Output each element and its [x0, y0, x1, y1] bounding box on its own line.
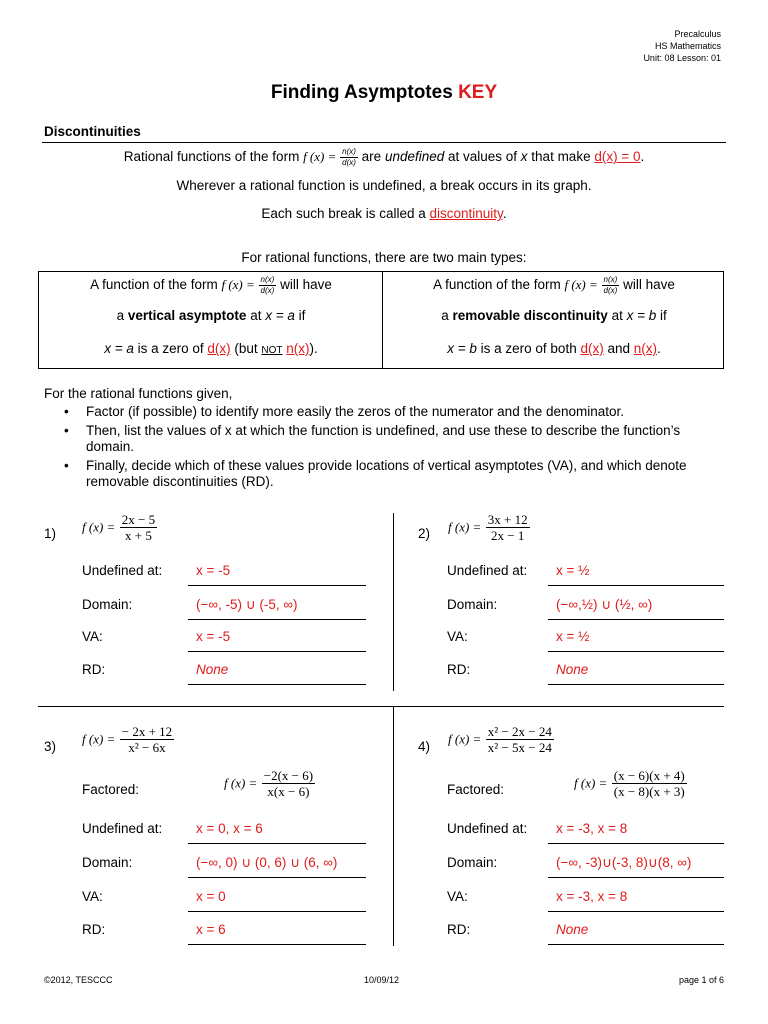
va-answer: x = -5 — [196, 629, 231, 644]
problem-2-function — [448, 513, 530, 542]
nx-over-dx — [259, 276, 277, 295]
answer-nx: n(x) — [633, 341, 657, 356]
intro-line-2: Wherever a rational function is undefined, a break occurs in its graph. — [176, 178, 592, 193]
answer-line — [548, 911, 724, 912]
rd-label: RD: — [82, 922, 106, 937]
fx-label: f (x) = — [221, 277, 255, 293]
x-var: x — [520, 149, 528, 165]
cell-text: a — [441, 308, 453, 323]
intro-text: . — [502, 206, 507, 221]
title-key: KEY — [458, 82, 498, 103]
fx-label: f (x) = — [564, 277, 598, 293]
va-answer: x = 0 — [196, 889, 226, 904]
cell-text: is a zero of both — [476, 341, 581, 356]
answer-line — [548, 651, 724, 652]
cell-text: if — [294, 308, 306, 323]
cell-text: at — [246, 308, 266, 323]
intro-line-3 — [0, 206, 768, 221]
numerator: 3x + 12 — [487, 512, 528, 527]
factored-fraction — [612, 769, 687, 798]
intro-text: Rational functions of the form — [123, 149, 304, 165]
numerator: 2x − 5 — [121, 512, 156, 527]
table-divider — [382, 271, 383, 369]
denominator: x(x − 6) — [267, 784, 310, 799]
answer-line — [188, 944, 366, 945]
answer-line — [188, 585, 366, 586]
domain-answer: (−∞, -3)∪(-3, 8)∪(8, ∞) — [556, 855, 692, 870]
domain-label: Domain: — [82, 597, 133, 612]
domain-label: Domain: — [447, 597, 498, 612]
list-item: • Factor (if possible) to identify more easily the zeros of the numerator and the denominator. — [64, 404, 714, 420]
factored-function — [574, 769, 687, 798]
fx-label: f (x) = — [303, 149, 337, 165]
answer-dx-zero: d(x) = 0 — [594, 149, 641, 165]
vertical-asymptote-term: vertical asymptote — [127, 308, 247, 323]
rd-label: RD: — [447, 662, 471, 677]
problem-number: 4) — [418, 739, 431, 754]
unit-lesson: Unit: 08 Lesson: 01 — [643, 53, 721, 63]
undefined-answer: x = 0, x = 6 — [196, 821, 263, 836]
numerator: −2(x − 6) — [263, 768, 314, 783]
page-title — [0, 82, 768, 104]
undefined-label: Undefined at: — [82, 821, 163, 836]
rd-row-3 — [384, 341, 724, 356]
section-rule — [42, 142, 726, 143]
undefined-answer: x = -5 — [196, 563, 231, 578]
undefined-answer: x = ½ — [556, 563, 590, 578]
undefined-answer: x = -3, x = 8 — [556, 821, 628, 836]
cell-text: . — [656, 341, 661, 356]
answer-line — [548, 585, 724, 586]
answer-line — [188, 843, 366, 844]
undefined-label: Undefined at: — [82, 563, 163, 578]
grid-divider-top — [393, 513, 394, 691]
va-answer: x = ½ — [556, 629, 590, 644]
problem-number: 2) — [418, 526, 431, 541]
frac-den: d(x) — [603, 286, 618, 295]
denominator: 2x − 1 — [491, 528, 525, 543]
denominator: x + 5 — [125, 528, 152, 543]
intro-text: are — [357, 149, 385, 165]
problem-number: 3) — [44, 739, 57, 754]
frac-den: d(x) — [342, 158, 356, 167]
va-label: VA: — [447, 629, 468, 644]
answer-line — [548, 877, 724, 878]
cell-eq: x = a — [104, 341, 134, 356]
course-name: Precalculus — [674, 29, 721, 39]
fx-label: f (x) = — [224, 775, 258, 791]
nx-over-dx — [602, 276, 620, 295]
cell-text: and — [603, 341, 634, 356]
intro-text: Each such break is called a — [261, 206, 430, 221]
answer-dx: d(x) — [207, 341, 231, 356]
numerator: − 2x + 12 — [121, 724, 173, 739]
intro-text: at values of — [444, 149, 521, 165]
nx-over-dx — [340, 148, 358, 167]
cell-text: A function of the form — [433, 277, 565, 293]
numerator: (x − 6)(x + 4) — [613, 768, 685, 783]
cell-text: is a zero of — [133, 341, 208, 356]
footer-date: 10/09/12 — [364, 975, 400, 985]
removable-discontinuity-term: removable discontinuity — [452, 308, 608, 323]
title-text: Finding Asymptotes — [270, 82, 459, 103]
problem-3-function — [82, 725, 174, 754]
answer-line — [188, 619, 366, 620]
answer-line — [548, 944, 724, 945]
cell-text: a — [116, 308, 128, 323]
function-fraction — [486, 725, 554, 754]
cell-text: (but — [230, 341, 262, 356]
answer-line — [548, 843, 724, 844]
frac-den: d(x) — [260, 286, 275, 295]
answer-dx: d(x) — [580, 341, 604, 356]
rd-label: RD: — [82, 662, 106, 677]
footer-page: page 1 of 6 — [678, 975, 724, 985]
intro-text: . — [640, 149, 645, 165]
footer-copyright: ©2012, TESCCC — [44, 975, 113, 985]
answer-line — [548, 684, 724, 685]
rd-row-1 — [384, 276, 724, 295]
course-header — [643, 28, 721, 64]
va-label: VA: — [82, 629, 103, 644]
cell-text: at — [607, 308, 627, 323]
answer-line — [548, 619, 724, 620]
fx-label: f (x) = — [574, 775, 608, 791]
intro-line-4: For rational functions, there are two main types: — [241, 250, 527, 265]
frac-num: n(x) — [342, 147, 356, 156]
answer-nx: n(x) — [286, 341, 310, 356]
va-label: VA: — [447, 889, 468, 904]
fx-label: f (x) = — [448, 519, 482, 535]
intro-line-1 — [0, 148, 768, 167]
cell-text: if — [656, 308, 667, 323]
rd-answer: None — [196, 662, 229, 677]
department: HS Mathematics — [654, 41, 721, 51]
answer-line — [188, 684, 366, 685]
domain-label: Domain: — [447, 855, 498, 870]
denominator: x² − 6x — [128, 740, 166, 755]
domain-answer: (−∞, 0) ∪ (0, 6) ∪ (6, ∞) — [196, 855, 338, 870]
answer-line — [188, 651, 366, 652]
answer-discontinuity: discontinuity — [429, 206, 503, 221]
rd-answer: x = 6 — [196, 922, 226, 937]
not-word: NOT — [261, 345, 283, 356]
rd-row-2 — [384, 308, 724, 323]
va-row-1 — [40, 276, 382, 295]
cell-text: will have — [619, 277, 675, 293]
list-item: • Finally, decide which of these values provide locations of vertical asymptotes (VA), and which denote removable discontinuities (RD). — [64, 458, 714, 490]
undefined-label: Undefined at: — [447, 563, 528, 578]
fx-label: f (x) = — [82, 731, 116, 747]
answer-line — [188, 911, 366, 912]
va-row-2 — [40, 308, 382, 323]
denominator: x² − 5x − 24 — [487, 740, 552, 755]
cell-eq: x = a — [265, 308, 295, 323]
grid-divider-bottom — [393, 706, 394, 946]
instructions-intro: For the rational functions given, — [44, 386, 233, 401]
answer-line — [188, 877, 366, 878]
function-fraction — [120, 513, 157, 542]
domain-label: Domain: — [82, 855, 133, 870]
function-fraction — [486, 513, 530, 542]
rd-answer: None — [556, 922, 589, 937]
problem-number: 1) — [44, 526, 57, 541]
fx-label: f (x) = — [448, 731, 482, 747]
domain-answer: (−∞,½) ∪ (½, ∞) — [556, 597, 653, 612]
cell-text: A function of the form — [90, 277, 222, 293]
cell-eq: x = b — [626, 308, 657, 323]
fx-label: f (x) = — [82, 519, 116, 535]
problem-1-function — [82, 513, 157, 542]
list-item: • Then, list the values of x at which the function is undefined, and use these to describe the function’s domain. — [64, 423, 714, 455]
problem-4-function — [448, 725, 554, 754]
factored-function — [224, 769, 315, 798]
factored-fraction — [262, 769, 315, 798]
factored-label: Factored: — [447, 782, 505, 797]
cell-eq: x = b — [447, 341, 477, 356]
numerator: x² − 2x − 24 — [487, 724, 552, 739]
function-fraction — [120, 725, 174, 754]
instructions-list — [64, 404, 714, 493]
intro-text: that make — [527, 149, 595, 165]
rd-label: RD: — [447, 922, 471, 937]
va-row-3 — [40, 341, 382, 356]
cell-text: ). — [309, 341, 318, 356]
frac-num: n(x) — [603, 275, 618, 284]
frac-num: n(x) — [260, 275, 275, 284]
section-heading: Discontinuities — [44, 124, 141, 139]
factored-label: Factored: — [82, 782, 140, 797]
va-answer: x = -3, x = 8 — [556, 889, 628, 904]
undefined-word: undefined — [384, 149, 445, 165]
cell-text: will have — [276, 277, 332, 293]
va-label: VA: — [82, 889, 103, 904]
domain-answer: (−∞, -5) ∪ (-5, ∞) — [196, 597, 298, 612]
undefined-label: Undefined at: — [447, 821, 528, 836]
denominator: (x − 8)(x + 3) — [613, 784, 685, 799]
grid-divider-horizontal — [38, 706, 724, 707]
rd-answer: None — [556, 662, 589, 677]
